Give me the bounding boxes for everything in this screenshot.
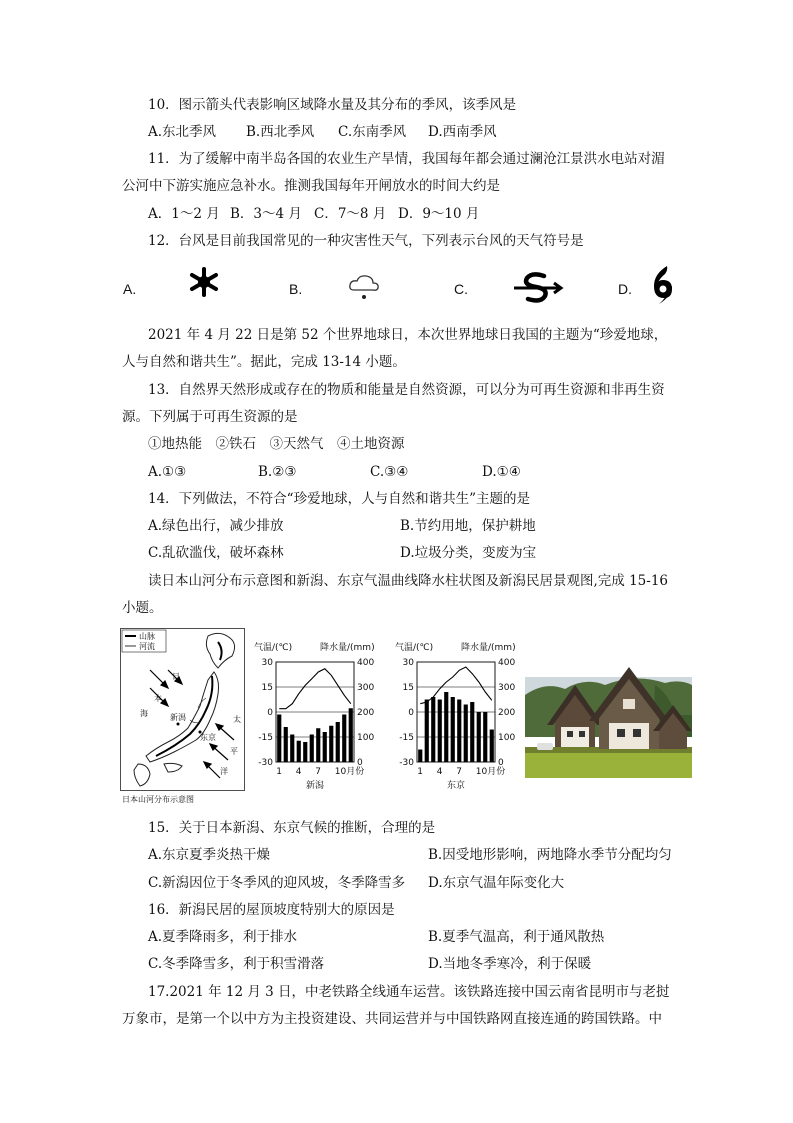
map-caption: 日本山河分布示意图 <box>122 795 194 804</box>
precip-tick-label: 200 <box>357 708 375 718</box>
month-tick-label: 4 <box>436 767 443 777</box>
q12-label-d: D. <box>618 281 632 297</box>
temp-tick-label: 30 <box>402 658 414 668</box>
precip-bar <box>464 705 468 763</box>
q11-option-a: A．1～2 月 <box>148 206 220 222</box>
q13-option-c: C.③④ <box>370 464 409 480</box>
precip-tick-label: 100 <box>357 733 375 743</box>
japan-map-figure <box>120 628 246 806</box>
q11-stem-line1: 11．为了缓解中南半岛各国的农业生产旱情，我国每年都会通过澜沧江景洪水电站对湄 <box>148 151 665 167</box>
q13-option-d: D.①④ <box>482 464 521 480</box>
temp-tick-label: 15 <box>402 683 414 693</box>
precip-tick-label: 400 <box>357 658 375 668</box>
q17-line2: 万象市，是第一个以中方为主投资建设、共同运营并与中国铁路网直接连通的跨国铁路。中 <box>122 1011 662 1027</box>
q17-line1: 17.2021 年 12 月 3 日，中老铁路全线通车运营。该铁路连接中国云南省昆明市与老挝 <box>148 984 670 1000</box>
q11-option-c: C．7～8 月 <box>314 206 387 222</box>
precip-tick-label: 200 <box>498 708 516 718</box>
q10-option-b: B.西北季风 <box>246 124 315 140</box>
temp-tick-label: -15 <box>399 733 414 743</box>
niigata-house-photo <box>525 655 692 778</box>
q14-option-d: D.垃圾分类，变废为宝 <box>400 545 537 561</box>
precip-bar <box>349 708 353 762</box>
precip-bar <box>438 700 442 763</box>
precip-bar <box>418 750 422 763</box>
precip-bar <box>316 728 320 762</box>
precip-bar <box>451 697 455 762</box>
q16-option-d: D.当地冬季寒冷，利于保暖 <box>428 956 592 972</box>
precip-bar <box>490 730 494 763</box>
month-tick-label: 10月份 <box>334 767 365 777</box>
temp-tick-label: 30 <box>261 658 273 668</box>
temp-tick-label: 0 <box>408 708 414 718</box>
sandstorm-symbol-icon <box>510 270 566 306</box>
legend-river-label: 河流 <box>139 642 155 651</box>
q11-stem-line2: 公河中下游实施应急补水。推测我国每年开闸放水的时间大约是 <box>122 178 500 194</box>
precip-tick-label: 300 <box>498 683 516 693</box>
map-label-tokyo: 东京 <box>200 733 216 742</box>
q10-stem: 10．图示箭头代表影响区域降水量及其分布的季风，该季风是 <box>148 97 517 113</box>
q15-stem: 15．关于日本新潟、东京气候的推断，合理的是 <box>148 820 436 836</box>
precip-bar <box>431 697 435 762</box>
q16-stem: 16．新潟民居的屋顶坡度特别大的原因是 <box>148 902 395 918</box>
intro-1516-line2: 小题。 <box>122 600 163 616</box>
temp-axis-title: 气温/(℃) <box>254 643 293 653</box>
q14-option-c: C.乱砍滥伐，破坏森林 <box>148 545 284 561</box>
precip-bar <box>284 727 288 762</box>
map-label-niigata: 新潟 <box>170 713 186 722</box>
precip-bar <box>444 692 448 762</box>
q14-option-a: A.绿色出行，减少排放 <box>148 518 284 534</box>
precip-axis-title: 降水量/(mm) <box>461 643 516 653</box>
q14-option-b: B.节约用地，保护耕地 <box>400 518 536 534</box>
map-label-ben: 本 <box>154 694 162 703</box>
precip-bar <box>425 700 429 763</box>
temp-tick-label: 15 <box>261 683 273 693</box>
precip-tick-label: 0 <box>357 758 363 768</box>
city-label: 新潟 <box>305 781 325 791</box>
q15-option-b: B.因受地形影响，两地降水季节分配均匀 <box>428 847 672 863</box>
precip-bar <box>342 715 346 763</box>
month-tick-label: 1 <box>417 767 423 777</box>
map-label-ping: 平 <box>230 747 238 756</box>
temp-tick-label: 0 <box>267 708 273 718</box>
precip-bar <box>336 722 340 762</box>
precip-bar <box>290 735 294 763</box>
q16-option-c: C.冬季降雪多，利于积雪滑落 <box>148 956 325 972</box>
map-label-ri: 日 <box>172 672 180 681</box>
q12-label-c: C. <box>454 281 468 297</box>
intro-1314-line2: 人与自然和谐共生”。据此，完成 13-14 小题。 <box>122 354 406 370</box>
q13-stem-line1: 13．自然界天然形成或存在的物质和能量是自然资源，可以分为可再生资源和非再生资 <box>148 382 665 398</box>
precip-bar <box>477 712 481 762</box>
q15-option-d: D.东京气温年际变化大 <box>428 875 565 891</box>
precip-tick-label: 300 <box>357 683 375 693</box>
q10-option-d: D.西南季风 <box>428 124 497 140</box>
precip-bar <box>303 742 307 762</box>
q12-label-b: B. <box>289 281 303 297</box>
q13-items: ①地热能 ②铁石 ③天然气 ④土地资源 <box>148 436 405 452</box>
legend-mountain-label: 山脉 <box>139 632 155 641</box>
intro-1314-line1: 2021 年 4 月 22 日是第 52 个世界地球日，本次世界地球日我国的主题为“珍爱地球， <box>148 327 668 343</box>
month-tick-label: 7 <box>315 767 321 777</box>
intro-1516-line1: 读日本山河分布示意图和新潟、东京气温曲线降水柱状图及新潟民居景观图,完成 15-16 <box>148 573 668 589</box>
precip-bar <box>457 700 461 763</box>
q14-stem: 14．下列做法，不符合“珍爱地球，人与自然和谐共生”主题的是 <box>148 491 530 507</box>
q11-option-d: D．9～10 月 <box>398 206 480 222</box>
typhoon-symbol-icon <box>648 264 678 306</box>
city-label: 东京 <box>446 781 466 791</box>
temp-tick-label: -30 <box>258 758 273 768</box>
temp-tick-label: -15 <box>258 733 273 743</box>
q13-option-b: B.②③ <box>258 464 297 480</box>
q13-stem-line2: 源。下列属于可再生资源的是 <box>122 409 298 425</box>
precip-bar <box>470 702 474 762</box>
q10-option-c: C.东南季风 <box>338 124 407 140</box>
map-label-hai: 海 <box>140 709 148 718</box>
month-tick-label: 1 <box>276 767 282 777</box>
q16-option-a: A.夏季降雨多，利于排水 <box>148 929 298 945</box>
q12-stem: 12．台风是目前我国常见的一种灾害性天气，下列表示台风的天气符号是 <box>148 233 584 249</box>
map-label-yang: 洋 <box>220 767 228 776</box>
q15-option-a: A.东京夏季炎热干燥 <box>148 847 271 863</box>
precip-bar <box>323 732 327 762</box>
q16-option-b: B.夏季气温高，利于通风散热 <box>428 929 605 945</box>
niigata-climate-chart <box>252 638 392 798</box>
q10-option-a: A.东北季风 <box>148 124 217 140</box>
q13-option-a: A.①③ <box>148 464 187 480</box>
precip-tick-label: 100 <box>498 733 516 743</box>
precip-axis-title: 降水量/(mm) <box>320 643 375 653</box>
precip-bar <box>310 735 314 763</box>
precip-bar <box>277 715 281 763</box>
precip-bar <box>297 741 301 762</box>
q11-option-b: B．3～4 月 <box>230 206 302 222</box>
precip-bar <box>483 712 487 762</box>
temperature-line <box>279 669 351 709</box>
precip-bar <box>329 726 333 762</box>
precip-tick-label: 0 <box>498 758 504 768</box>
month-tick-label: 4 <box>295 767 302 777</box>
temp-tick-label: -30 <box>399 758 414 768</box>
month-tick-label: 7 <box>456 767 462 777</box>
snow-symbol-icon <box>184 266 224 298</box>
temperature-line <box>420 667 492 704</box>
q15-option-c: C.新潟因位于冬季风的迎风坡，冬季降雪多 <box>148 875 406 891</box>
month-tick-label: 10月份 <box>475 767 506 777</box>
precip-tick-label: 400 <box>498 658 516 668</box>
tokyo-climate-chart <box>393 638 533 798</box>
temp-axis-title: 气温/(℃) <box>395 643 434 653</box>
rain-cloud-symbol-icon <box>347 272 381 302</box>
map-label-tai: 太 <box>233 715 241 724</box>
q12-label-a: A. <box>123 281 137 297</box>
